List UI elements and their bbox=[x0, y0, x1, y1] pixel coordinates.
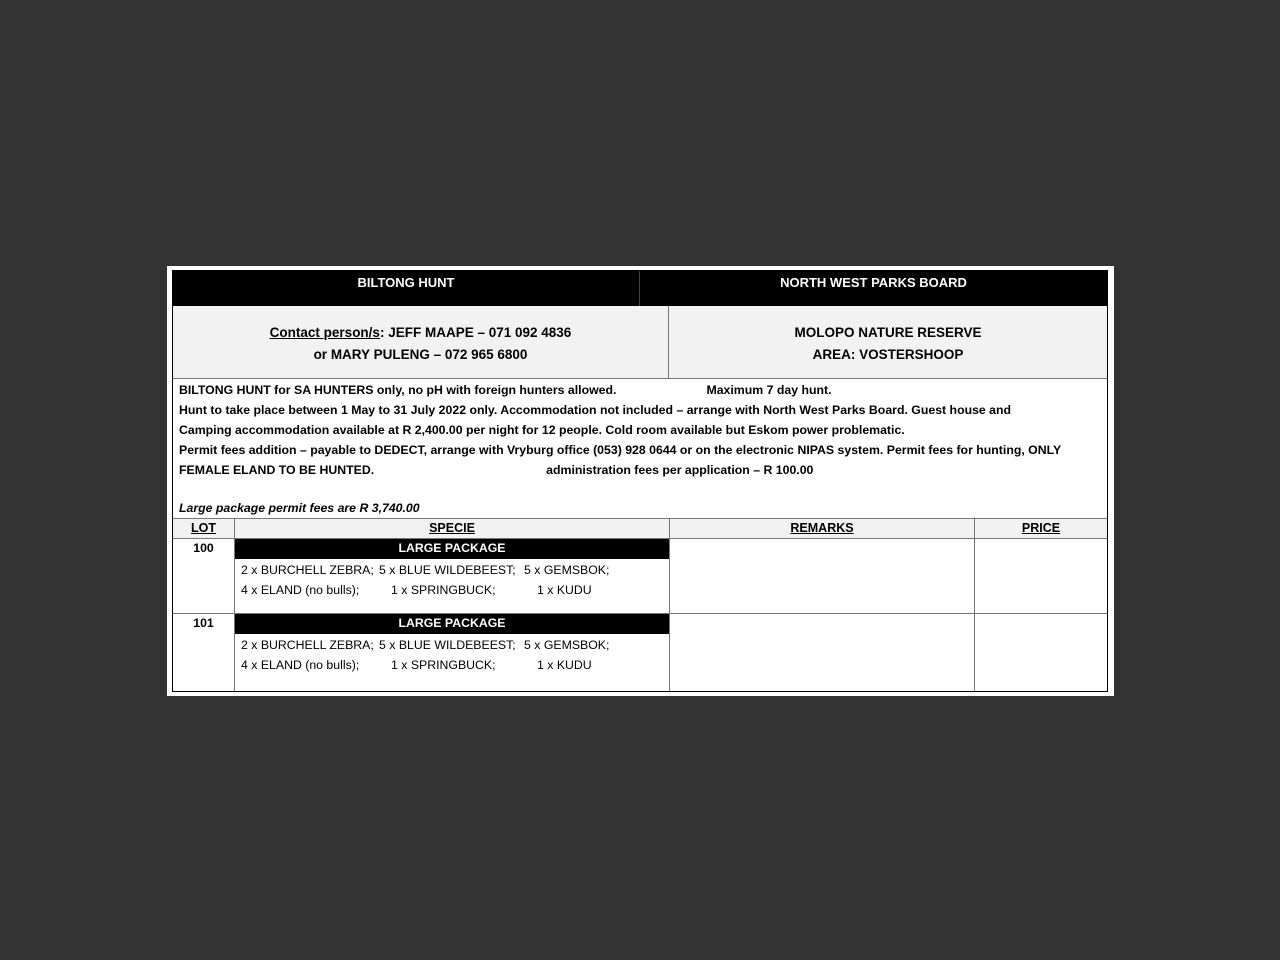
package-label: LARGE PACKAGE bbox=[235, 614, 669, 634]
reserve-area: AREA: VOSTERSHOOP bbox=[812, 347, 964, 362]
col-remarks-header: REMARKS bbox=[790, 521, 854, 535]
table-row bbox=[173, 614, 1107, 689]
species-item: 5 x GEMSBOK; bbox=[524, 563, 610, 577]
hunt-table bbox=[172, 270, 1108, 692]
species-item: 4 x ELAND (no bulls); bbox=[241, 658, 360, 672]
notes-line bbox=[179, 380, 1094, 400]
reserve-name: MOLOPO NATURE RESERVE bbox=[794, 325, 982, 340]
hunt-notes bbox=[179, 380, 1094, 515]
species-list bbox=[241, 635, 609, 675]
species-item: 4 x ELAND (no bulls); bbox=[241, 583, 360, 597]
species-item: 2 x BURCHELL ZEBRA; bbox=[241, 563, 374, 577]
lot-number: 100 bbox=[193, 541, 214, 555]
document-sheet bbox=[167, 266, 1114, 696]
contact-section bbox=[173, 306, 1107, 379]
column-divider bbox=[669, 518, 670, 691]
species-item: 5 x GEMSBOK; bbox=[524, 638, 610, 652]
species-item: 5 x BLUE WILDEBEEST; bbox=[379, 638, 516, 652]
contact-line1: : JEFF MAAPE – 071 092 4836 bbox=[379, 325, 572, 340]
header-right-title: NORTH WEST PARKS BOARD bbox=[780, 275, 967, 290]
species-item: 1 x KUDU bbox=[537, 583, 592, 597]
permit-fees-note: Large package permit fees are R 3,740.00 bbox=[179, 501, 420, 515]
col-price-header: PRICE bbox=[1021, 521, 1061, 535]
table-header bbox=[173, 518, 1107, 539]
notes-line5a: FEMALE ELAND TO BE HUNTED. bbox=[179, 463, 375, 477]
lot-number: 101 bbox=[193, 616, 214, 630]
contact-label: Contact person/s bbox=[269, 325, 380, 340]
species-list bbox=[241, 560, 609, 600]
col-specie-header: SPECIE bbox=[429, 521, 475, 535]
notes-line5b: administration fees per application – R 100.00 bbox=[546, 463, 814, 477]
package-label: LARGE PACKAGE bbox=[235, 539, 669, 559]
column-divider bbox=[234, 518, 235, 691]
species-item: 1 x SPRINGBUCK; bbox=[391, 658, 496, 672]
contact-line2: or MARY PULENG – 072 965 6800 bbox=[313, 347, 528, 362]
contact-persons bbox=[173, 306, 669, 378]
species-item: 2 x BURCHELL ZEBRA; bbox=[241, 638, 374, 652]
notes-line3: Camping accommodation available at R 2,400.00 per night for 12 people. Cold room available but Eskom power problematic. bbox=[179, 423, 905, 437]
notes-line1b: Maximum 7 day hunt. bbox=[706, 383, 832, 397]
column-divider bbox=[974, 518, 975, 691]
species-item: 1 x KUDU bbox=[537, 658, 592, 672]
notes-line bbox=[179, 460, 1094, 480]
header-left-title: BILTONG HUNT bbox=[173, 271, 640, 306]
table-row bbox=[173, 539, 1107, 614]
col-lot-header: LOT bbox=[191, 521, 216, 535]
notes-line1a: BILTONG HUNT for SA HUNTERS only, no pH with foreign hunters allowed. bbox=[179, 383, 617, 397]
reserve-info bbox=[669, 306, 1107, 378]
header-bar bbox=[173, 271, 1107, 306]
notes-line4: Permit fees addition – payable to DEDECT, arrange with Vryburg office (053) 928 0644 or on the electronic NIPAS system. Permit fees for hunting, ONLY bbox=[179, 443, 1062, 457]
notes-line2: Hunt to take place between 1 May to 31 July 2022 only. Accommodation not included – arrange with North West Parks Board. Guest house and bbox=[179, 403, 1012, 417]
species-item: 1 x SPRINGBUCK; bbox=[391, 583, 496, 597]
species-item: 5 x BLUE WILDEBEEST; bbox=[379, 563, 516, 577]
